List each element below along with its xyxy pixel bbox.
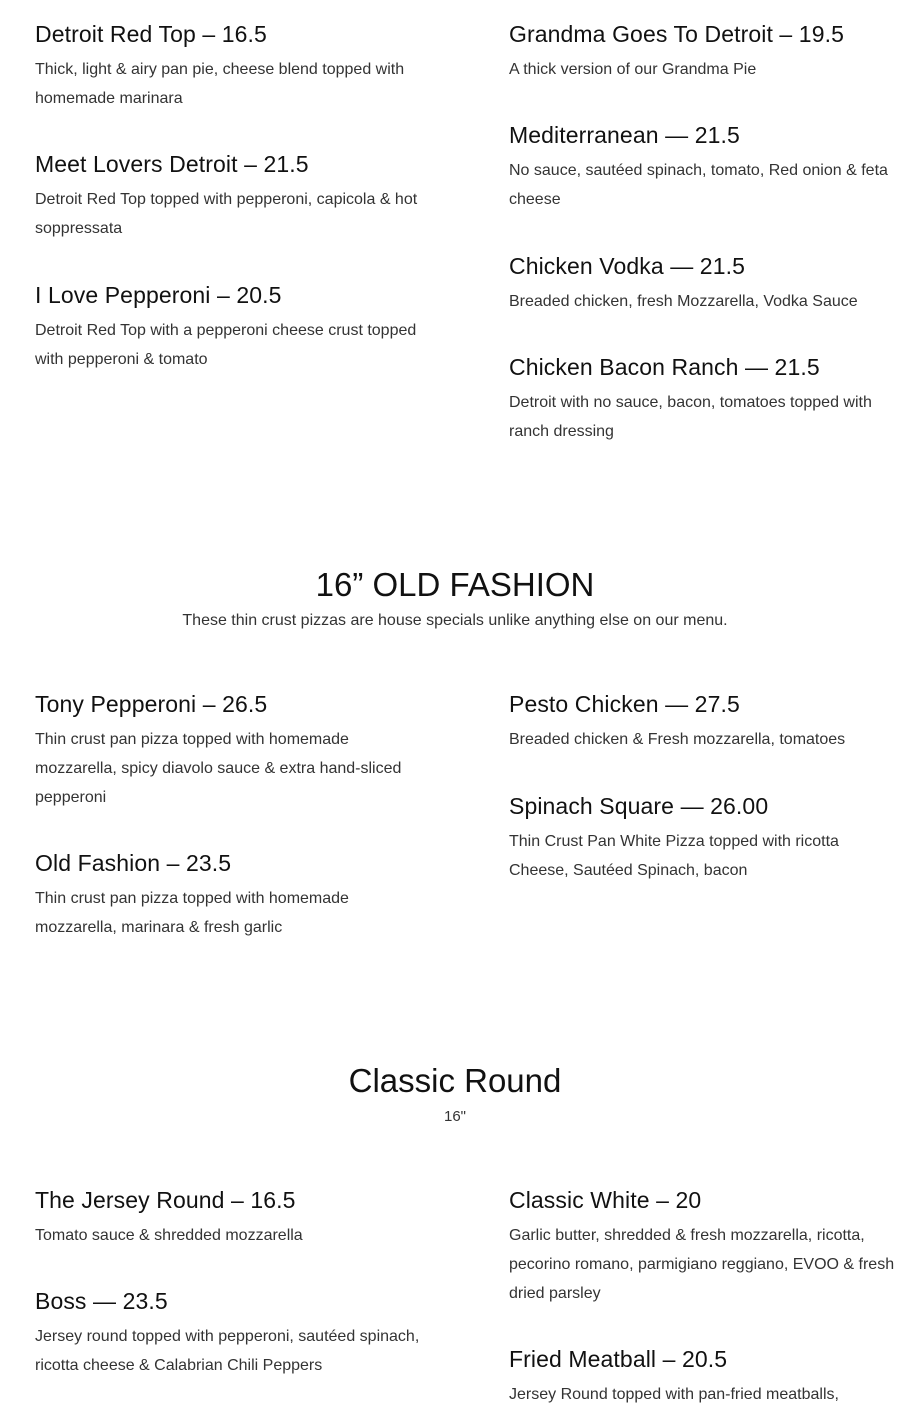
menu-item-description: No sauce, sautéed spinach, tomato, Red onion & feta cheese	[509, 162, 888, 208]
menu-item-the-jersey-round	[35, 1185, 435, 1250]
section-title: 16” OLD FASHION	[315, 566, 595, 603]
menu-item-title: The Jersey Round – 16.5	[35, 1187, 296, 1213]
menu-item-title: Classic White – 20	[509, 1187, 702, 1213]
menu-item-fried-meatball	[509, 1344, 899, 1409]
menu-item-description: Jersey round topped with pepperoni, sautéed spinach, ricotta cheese & Calabrian Chili Peppers	[35, 1328, 420, 1374]
section-subtitle: These thin crust pizzas are house specials unlike anything else on our menu.	[182, 612, 728, 629]
classic-round-right-column	[509, 0, 899, 1409]
menu-item-description: Jersey Round topped with pan-fried meatballs,	[509, 1386, 839, 1403]
section-title: Classic Round	[348, 1062, 562, 1099]
menu-item-description: Detroit Red Top with a pepperoni cheese crust topped with pepperoni & tomato	[35, 322, 417, 368]
classic-round-left-column	[35, 0, 435, 1409]
menu-item-title: Fried Meatball – 20.5	[509, 1346, 728, 1372]
menu-item-description: Thin crust pan pizza topped with homemade mozzarella, spicy diavolo sauce & extra hand-sliced pepperoni	[35, 731, 402, 806]
menu-item-description: Thick, light & airy pan pie, cheese blend topped with homemade marinara	[35, 61, 405, 107]
menu-item-title: Boss — 23.5	[35, 1288, 168, 1314]
menu-item-title: Spinach Square — 26.00	[509, 793, 769, 819]
menu-item-description: Breaded chicken, fresh Mozzarella, Vodka Sauce	[509, 293, 858, 310]
menu-item-title: Tony Pepperoni – 26.5	[35, 691, 268, 717]
menu-item-title: I Love Pepperoni – 20.5	[35, 282, 282, 308]
menu-item-title: Chicken Bacon Ranch — 21.5	[509, 354, 820, 380]
menu-item-title: Mediterranean — 21.5	[509, 122, 740, 148]
menu-item-description: Garlic butter, shredded & fresh mozzarella, ricotta, pecorino romano, parmigiano reggiano, EVOO & fresh dried parsley	[509, 1227, 895, 1302]
menu-item-classic-white	[509, 1185, 899, 1308]
section-subtitle: 16"	[443, 1108, 466, 1125]
menu-item-description: Thin crust pan pizza topped with homemade mozzarella, marinara & fresh garlic	[35, 890, 349, 936]
menu-item-description: Tomato sauce & shredded mozzarella	[35, 1227, 303, 1244]
menu-item-title: Chicken Vodka — 21.5	[509, 253, 745, 279]
menu-item-boss	[35, 1286, 435, 1380]
menu-item-title: Grandma Goes To Detroit – 19.5	[509, 21, 844, 47]
menu-item-title: Meet Lovers Detroit – 21.5	[35, 151, 309, 177]
menu-item-description: A thick version of our Grandma Pie	[509, 61, 757, 78]
menu-item-title: Detroit Red Top – 16.5	[35, 21, 267, 47]
menu-item-title: Pesto Chicken — 27.5	[509, 691, 740, 717]
menu-item-title: Old Fashion – 23.5	[35, 850, 232, 876]
menu-item-description: Detroit Red Top topped with pepperoni, capicola & hot soppressata	[35, 191, 418, 237]
menu-item-description: Thin Crust Pan White Pizza topped with ricotta Cheese, Sautéed Spinach, bacon	[509, 833, 839, 879]
menu-item-description: Breaded chicken & Fresh mozzarella, tomatoes	[509, 731, 846, 748]
menu-item-description: Detroit with no sauce, bacon, tomatoes topped with ranch dressing	[509, 394, 872, 440]
